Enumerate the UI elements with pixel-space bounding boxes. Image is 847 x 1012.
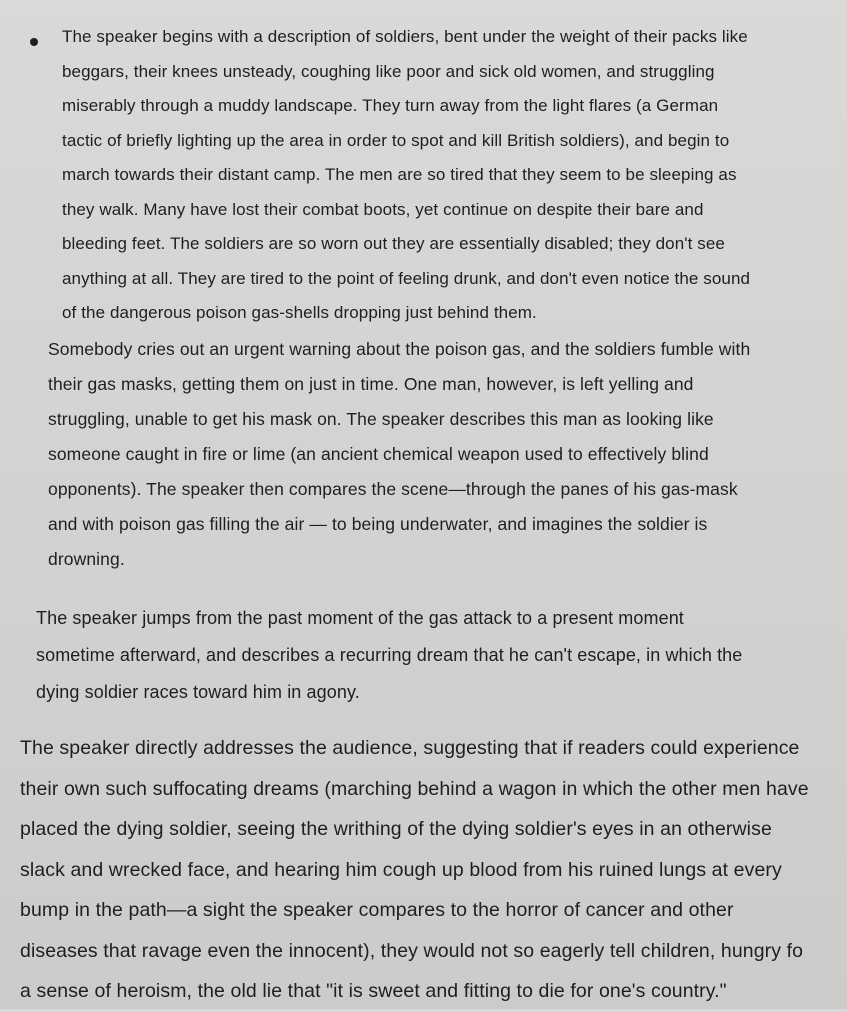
- paragraph-line: they walk. Many have lost their combat boots, yet continue on despite their bare and: [62, 199, 704, 219]
- paragraph-line: opponents). The speaker then compares the scene—through the panes of his gas-mask: [48, 479, 738, 499]
- paragraph-line: dying soldier races toward him in agony.: [36, 682, 360, 702]
- paragraph-line: diseases that ravage even the innocent), they would not so eagerly tell children, hungry fo: [20, 939, 804, 962]
- paragraph-line: bump in the path—a sight the speaker compares to the horror of cancer and other: [20, 899, 734, 921]
- paragraph-line: tactic of briefly lighting up the area in order to spot and kill British soldiers), and begin to: [62, 130, 730, 150]
- paragraph-line: placed the dying soldier, seeing the writhing of the dying soldier's eyes in an otherwise: [20, 818, 772, 840]
- paragraph-line: The speaker jumps from the past moment of the gas attack to a present moment: [36, 608, 684, 628]
- paragraph-line: drowning.: [48, 549, 125, 569]
- paragraph-address-audience: [20, 728, 809, 1012]
- paragraph-soldiers-march: [62, 20, 750, 331]
- paragraph-line: their gas masks, getting them on just in time. One man, however, is left yelling and: [48, 374, 694, 394]
- paragraph-line: Somebody cries out an urgent warning about the poison gas, and the soldiers fumble with: [48, 339, 751, 359]
- paragraph-line: sometime afterward, and describes a recurring dream that he can't escape, in which the: [36, 645, 743, 665]
- paragraph-line: march towards their distant camp. The men are so tired that they seem to be sleeping as: [62, 165, 737, 184]
- paragraph-line: The speaker directly addresses the audience, suggesting that if readers could experience: [20, 737, 800, 759]
- paragraph-recurring-dream: [36, 600, 742, 711]
- paragraph-line: beggars, their knees unsteady, coughing like poor and sick old women, and struggling: [62, 61, 715, 81]
- paragraph-line: someone caught in fire or lime (an ancient chemical weapon used to effectively blind: [48, 444, 709, 464]
- paragraph-line: struggling, unable to get his mask on. The speaker describes this man as looking like: [48, 409, 714, 429]
- paragraph-line: miserably through a muddy landscape. They turn away from the light flares (a German: [62, 96, 719, 115]
- paragraph-line: a sense of heroism, the old lie that "it is sweet and fitting to die for one's country.": [20, 980, 727, 1002]
- paragraph-line: their own such suffocating dreams (marching behind a wagon in which the other men have: [20, 777, 809, 800]
- paragraph-gas-attack: [48, 332, 750, 577]
- paragraph-line: and with poison gas filling the air — to being underwater, and imagines the soldier is: [48, 514, 708, 534]
- bullet-point-icon: [30, 38, 38, 46]
- paragraph-line: bleeding feet. The soldiers are so worn out they are essentially disabled; they don't see: [62, 234, 725, 253]
- paragraph-line: slack and wrecked face, and hearing him cough up blood from his ruined lungs at every: [20, 858, 782, 881]
- paragraph-line: The speaker begins with a description of soldiers, bent under the weight of their packs like: [62, 27, 748, 46]
- paragraph-line: of the dangerous poison gas-shells dropping just behind them.: [62, 303, 537, 322]
- paragraph-line: anything at all. They are tired to the point of feeling drunk, and don't even notice the sound: [62, 268, 751, 288]
